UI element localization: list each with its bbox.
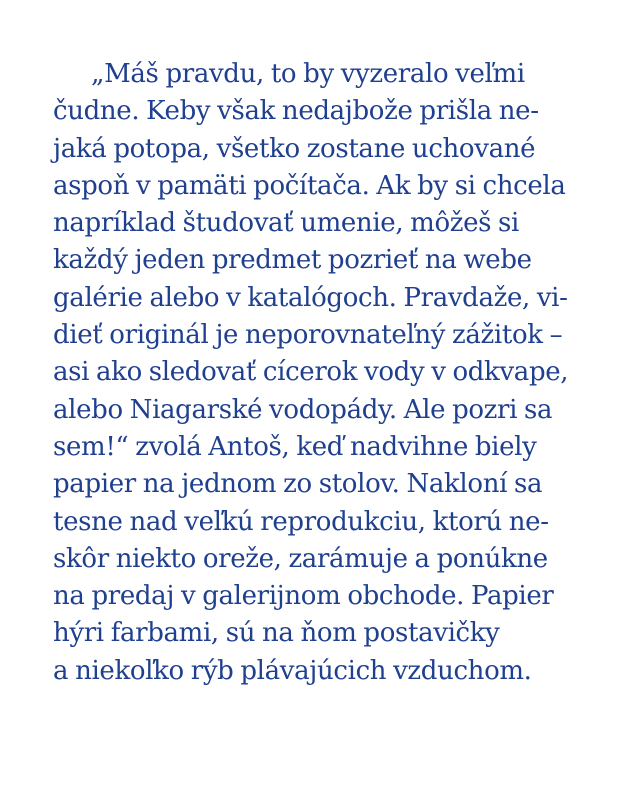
- text-line: alebo Niagarské vodopády. Ale pozri sa: [53, 394, 553, 425]
- text-line: čudne. Keby však nedajbože prišla ne-: [53, 96, 539, 127]
- text-line: hýri farbami, sú na ňom postavičky: [53, 618, 500, 649]
- paragraph: [53, 56, 613, 690]
- text-line: jaká potopa, všetko zostane uchované: [53, 133, 536, 164]
- text-line: „Máš pravdu, to by vyzeralo veľmi: [91, 59, 525, 89]
- text-line: tesne nad veľkú reprodukciu, ktorú ne-: [53, 506, 549, 537]
- text-line: na predaj v galerijnom obchode. Papier: [53, 581, 554, 612]
- text-line: skôr niekto oreže, zarámuje a ponúkne: [53, 543, 548, 574]
- text-line: aspoň v pamäti počítača. Ak by si chcela: [53, 170, 566, 201]
- text-line: papier na jednom zo stolov. Nakloní sa: [53, 469, 543, 500]
- text-line: sem!“ zvolá Antoš, keď nadvihne biely: [53, 431, 537, 462]
- text-line: dieť originál je neporovnateľný zážitok –: [53, 320, 563, 351]
- text-line: galérie alebo v katalógoch. Pravdaže, vi-: [53, 282, 568, 313]
- text-line: napríklad študovať umenie, môžeš si: [53, 208, 520, 239]
- text-line: asi ako sledovať cícerok vody v odkvape,: [53, 357, 569, 388]
- text-line: a niekoľko rýb plávajúcich vzduchom.: [53, 655, 532, 686]
- text-line: každý jeden predmet pozrieť na webe: [53, 245, 532, 276]
